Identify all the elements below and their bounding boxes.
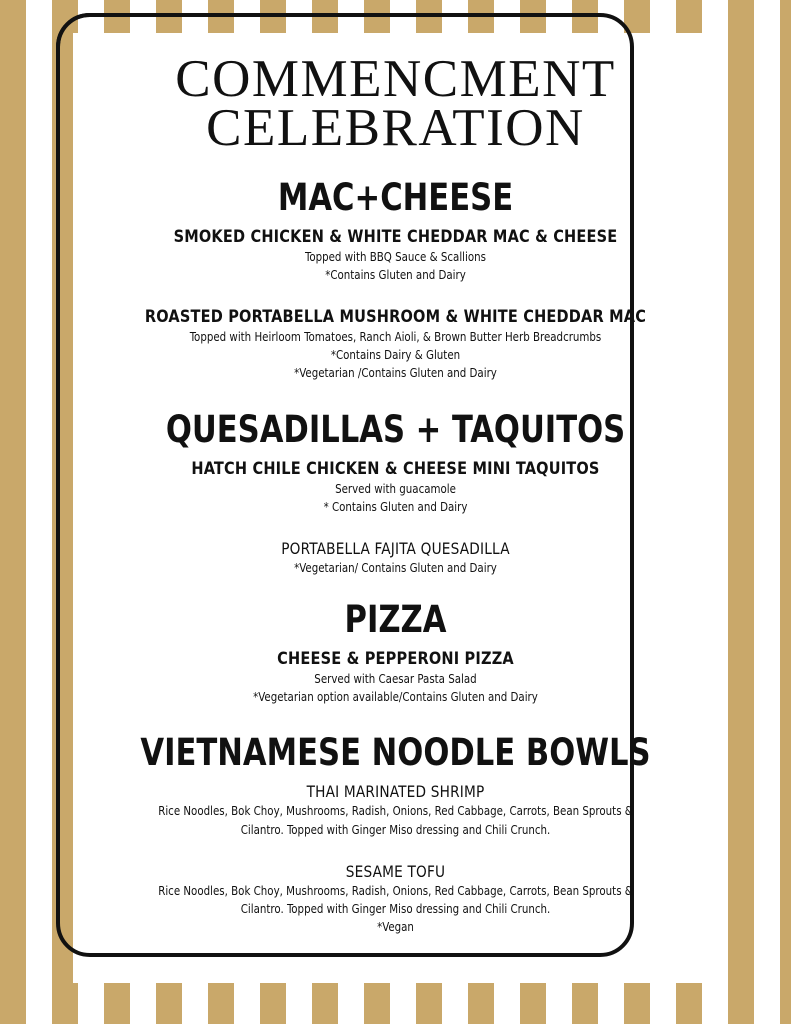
section-heading-mac-cheese: MAC+CHEESE <box>277 175 514 219</box>
item-desc-line: * Contains Gluten and Dairy <box>323 499 468 514</box>
menu-item <box>113 539 678 576</box>
item-desc-line: Topped with Heirloom Tomatoes, Ranch Aioli, & Brown Butter Herb Breadcrumbs <box>189 329 602 344</box>
item-name: ROASTED PORTABELLA MUSHROOM & WHITE CHEDDAR MAC <box>144 306 647 327</box>
menu-item <box>113 307 678 382</box>
item-desc-line: Cilantro. Topped with Ginger Miso dressing and Chili Crunch. <box>240 822 551 837</box>
spacer <box>113 838 678 854</box>
item-name: HATCH CHILE CHICKEN & CHEESE MINI TAQUITOS <box>191 458 600 479</box>
menu-item <box>113 649 678 705</box>
menu-item <box>113 862 678 936</box>
menu-content <box>73 33 718 983</box>
item-desc-line: Served with Caesar Pasta Salad <box>314 672 477 687</box>
title-line-1: COMMENCMENT <box>175 50 616 108</box>
item-name: SMOKED CHICKEN & WHITE CHEDDAR MAC & CHEESE <box>173 226 618 247</box>
menu-item <box>113 227 678 283</box>
title-line-2: CELEBRATION <box>206 99 585 158</box>
item-desc-line: *Vegan <box>377 920 414 935</box>
item-desc-line: *Contains Dairy & Gluten <box>330 348 461 363</box>
menu-item <box>113 782 678 837</box>
item-desc-line: *Vegetarian/ Contains Gluten and Dairy <box>294 560 497 575</box>
page-title <box>113 50 678 158</box>
item-desc-line: Served with guacamole <box>335 481 456 496</box>
section-heading-vietnamese-noodle-bowls: VIETNAMESE NOODLE BOWLS <box>140 731 651 775</box>
item-desc-line: Rice Noodles, Bok Choy, Mushrooms, Radish, Onions, Red Cabbage, Carrots, Bean Sprouts & <box>158 804 633 819</box>
item-name: CHEESE & PEPPERONI PIZZA <box>277 649 514 670</box>
item-desc-line: *Vegetarian option available/Contains Gluten and Dairy <box>253 690 538 705</box>
item-desc-line: *Contains Gluten and Dairy <box>325 267 466 282</box>
item-name: SESAME TOFU <box>345 861 446 881</box>
section-heading-quesadillas-taquitos: QUESADILLAS + TAQUITOS <box>165 407 626 451</box>
item-name: THAI MARINATED SHRIMP <box>306 782 485 802</box>
spacer <box>113 283 678 299</box>
item-desc-line: Cilantro. Topped with Ginger Miso dressing and Chili Crunch. <box>240 902 551 916</box>
spacer <box>113 515 678 531</box>
item-desc-line: Topped with BBQ Sauce & Scallions <box>304 249 486 264</box>
item-desc-line: *Vegetarian /Contains Gluten and Dairy <box>294 366 497 381</box>
section-heading-pizza: PIZZA <box>344 598 447 642</box>
item-desc-line: Rice Noodles, Bok Choy, Mushrooms, Radish, Onions, Red Cabbage, Carrots, Bean Sprouts & <box>158 883 633 898</box>
item-name: PORTABELLA FAJITA QUESADILLA <box>281 538 510 558</box>
menu-item <box>113 459 678 515</box>
